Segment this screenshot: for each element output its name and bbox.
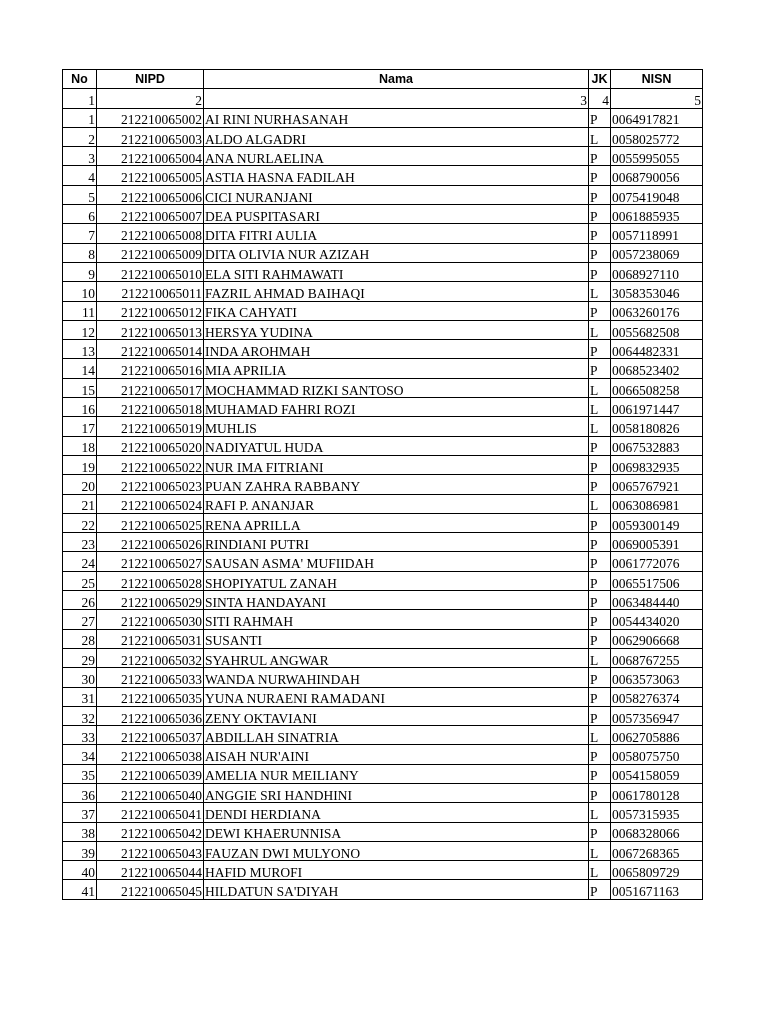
header-jk: JK bbox=[589, 70, 611, 89]
cell-no: 2 bbox=[63, 127, 97, 146]
table-row bbox=[63, 243, 703, 262]
cell-jk: P bbox=[589, 668, 611, 687]
cell-jk: P bbox=[589, 610, 611, 629]
cell-nisn: 0069005391 bbox=[611, 533, 703, 552]
table-row bbox=[63, 359, 703, 378]
cell-nama: CICI NURANJANI bbox=[204, 185, 589, 204]
cell-nipd: 212210065020 bbox=[97, 436, 204, 455]
cell-no: 4 bbox=[63, 166, 97, 185]
cell-nisn: 0068523402 bbox=[611, 359, 703, 378]
cell-nama: FAUZAN DWI MULYONO bbox=[204, 841, 589, 860]
table-row bbox=[63, 861, 703, 880]
cell-nama: ANA NURLAELINA bbox=[204, 147, 589, 166]
table-row bbox=[63, 726, 703, 745]
cell-nama: HILDATUN SA'DIYAH bbox=[204, 880, 589, 899]
cell-jk: P bbox=[589, 513, 611, 532]
cell-nipd: 212210065004 bbox=[97, 147, 204, 166]
table-header bbox=[63, 70, 703, 89]
cell-nipd: 212210065039 bbox=[97, 764, 204, 783]
cell-jk: P bbox=[589, 629, 611, 648]
index-nisn: 5 bbox=[611, 89, 703, 108]
cell-no: 35 bbox=[63, 764, 97, 783]
table-body bbox=[63, 89, 703, 899]
cell-no: 24 bbox=[63, 552, 97, 571]
cell-nisn: 0065517506 bbox=[611, 571, 703, 590]
cell-nipd: 212210065026 bbox=[97, 533, 204, 552]
cell-no: 13 bbox=[63, 340, 97, 359]
cell-jk: L bbox=[589, 127, 611, 146]
cell-nama: SAUSAN ASMA' MUFIIDAH bbox=[204, 552, 589, 571]
header-row bbox=[63, 70, 703, 89]
cell-nipd: 212210065003 bbox=[97, 127, 204, 146]
cell-nisn: 0058025772 bbox=[611, 127, 703, 146]
cell-no: 40 bbox=[63, 861, 97, 880]
cell-nama: RINDIANI PUTRI bbox=[204, 533, 589, 552]
cell-nipd: 212210065030 bbox=[97, 610, 204, 629]
table-row bbox=[63, 822, 703, 841]
cell-jk: P bbox=[589, 436, 611, 455]
cell-nama: FIKA CAHYATI bbox=[204, 301, 589, 320]
cell-jk: L bbox=[589, 320, 611, 339]
cell-no: 36 bbox=[63, 783, 97, 802]
table-row bbox=[63, 706, 703, 725]
table-row bbox=[63, 533, 703, 552]
cell-no: 30 bbox=[63, 668, 97, 687]
cell-jk: L bbox=[589, 726, 611, 745]
cell-nipd: 212210065037 bbox=[97, 726, 204, 745]
cell-nisn: 0058180826 bbox=[611, 417, 703, 436]
cell-no: 25 bbox=[63, 571, 97, 590]
cell-no: 7 bbox=[63, 224, 97, 243]
cell-nisn: 0054434020 bbox=[611, 610, 703, 629]
cell-no: 19 bbox=[63, 455, 97, 474]
cell-nipd: 212210065012 bbox=[97, 301, 204, 320]
table-row bbox=[63, 552, 703, 571]
cell-nipd: 212210065042 bbox=[97, 822, 204, 841]
cell-nama: HERSYA YUDINA bbox=[204, 320, 589, 339]
table-row bbox=[63, 494, 703, 513]
table-row bbox=[63, 668, 703, 687]
table-row bbox=[63, 610, 703, 629]
cell-nisn: 0068328066 bbox=[611, 822, 703, 841]
cell-nisn: 0057118991 bbox=[611, 224, 703, 243]
cell-jk: P bbox=[589, 706, 611, 725]
cell-nipd: 212210065019 bbox=[97, 417, 204, 436]
cell-no: 37 bbox=[63, 803, 97, 822]
cell-nipd: 212210065032 bbox=[97, 648, 204, 667]
cell-nisn: 0051671163 bbox=[611, 880, 703, 899]
cell-nisn: 3058353046 bbox=[611, 282, 703, 301]
cell-nisn: 0069832935 bbox=[611, 455, 703, 474]
cell-nipd: 212210065035 bbox=[97, 687, 204, 706]
cell-nama: ANGGIE SRI HANDHINI bbox=[204, 783, 589, 802]
cell-nama: AMELIA NUR MEILIANY bbox=[204, 764, 589, 783]
table-row bbox=[63, 591, 703, 610]
header-no: No bbox=[63, 70, 97, 89]
student-table bbox=[62, 69, 703, 900]
cell-jk: P bbox=[589, 243, 611, 262]
cell-nama: AI RINI NURHASANAH bbox=[204, 108, 589, 127]
cell-nama: DEWI KHAERUNNISA bbox=[204, 822, 589, 841]
cell-nipd: 212210065044 bbox=[97, 861, 204, 880]
cell-nisn: 0054158059 bbox=[611, 764, 703, 783]
table-row bbox=[63, 629, 703, 648]
cell-nisn: 0061971447 bbox=[611, 398, 703, 417]
cell-jk: L bbox=[589, 861, 611, 880]
cell-nisn: 0062705886 bbox=[611, 726, 703, 745]
cell-nisn: 0068790056 bbox=[611, 166, 703, 185]
cell-jk: L bbox=[589, 417, 611, 436]
table-row bbox=[63, 455, 703, 474]
cell-jk: L bbox=[589, 398, 611, 417]
cell-nama: WANDA NURWAHINDAH bbox=[204, 668, 589, 687]
cell-no: 32 bbox=[63, 706, 97, 725]
cell-jk: P bbox=[589, 185, 611, 204]
cell-jk: P bbox=[589, 591, 611, 610]
cell-no: 16 bbox=[63, 398, 97, 417]
cell-jk: P bbox=[589, 108, 611, 127]
cell-nipd: 212210065010 bbox=[97, 262, 204, 281]
cell-nipd: 212210065036 bbox=[97, 706, 204, 725]
table-row bbox=[63, 436, 703, 455]
cell-jk: L bbox=[589, 378, 611, 397]
cell-no: 6 bbox=[63, 205, 97, 224]
cell-nisn: 0064917821 bbox=[611, 108, 703, 127]
cell-no: 33 bbox=[63, 726, 97, 745]
cell-nama: INDA AROHMAH bbox=[204, 340, 589, 359]
table-row bbox=[63, 301, 703, 320]
cell-jk: P bbox=[589, 301, 611, 320]
cell-jk: P bbox=[589, 552, 611, 571]
cell-jk: P bbox=[589, 359, 611, 378]
cell-no: 3 bbox=[63, 147, 97, 166]
cell-nisn: 0057356947 bbox=[611, 706, 703, 725]
cell-nipd: 212210065041 bbox=[97, 803, 204, 822]
cell-nama: NADIYATUL HUDA bbox=[204, 436, 589, 455]
cell-jk: P bbox=[589, 533, 611, 552]
cell-no: 20 bbox=[63, 475, 97, 494]
cell-nama: ELA SITI RAHMAWATI bbox=[204, 262, 589, 281]
table-row bbox=[63, 185, 703, 204]
cell-nisn: 0055682508 bbox=[611, 320, 703, 339]
cell-nisn: 0058276374 bbox=[611, 687, 703, 706]
cell-nisn: 0063260176 bbox=[611, 301, 703, 320]
cell-nisn: 0068767255 bbox=[611, 648, 703, 667]
cell-no: 22 bbox=[63, 513, 97, 532]
cell-nipd: 212210065007 bbox=[97, 205, 204, 224]
cell-no: 10 bbox=[63, 282, 97, 301]
cell-nisn: 0067532883 bbox=[611, 436, 703, 455]
table-row bbox=[63, 648, 703, 667]
cell-nisn: 0065809729 bbox=[611, 861, 703, 880]
cell-nisn: 0067268365 bbox=[611, 841, 703, 860]
cell-nama: RENA APRILLA bbox=[204, 513, 589, 532]
column-index-row bbox=[63, 89, 703, 108]
cell-nisn: 0063484440 bbox=[611, 591, 703, 610]
cell-nisn: 0057238069 bbox=[611, 243, 703, 262]
table-row bbox=[63, 108, 703, 127]
cell-nipd: 212210065024 bbox=[97, 494, 204, 513]
cell-no: 18 bbox=[63, 436, 97, 455]
table-row bbox=[63, 880, 703, 899]
cell-nama: SYAHRUL ANGWAR bbox=[204, 648, 589, 667]
table-row bbox=[63, 803, 703, 822]
header-nisn: NISN bbox=[611, 70, 703, 89]
cell-jk: P bbox=[589, 880, 611, 899]
cell-nipd: 212210065027 bbox=[97, 552, 204, 571]
cell-nipd: 212210065016 bbox=[97, 359, 204, 378]
table-row bbox=[63, 378, 703, 397]
cell-nipd: 212210065043 bbox=[97, 841, 204, 860]
cell-jk: P bbox=[589, 687, 611, 706]
cell-nama: SINTA HANDAYANI bbox=[204, 591, 589, 610]
cell-nipd: 212210065014 bbox=[97, 340, 204, 359]
cell-no: 39 bbox=[63, 841, 97, 860]
table-row bbox=[63, 127, 703, 146]
table-row bbox=[63, 262, 703, 281]
table-row bbox=[63, 571, 703, 590]
table-row bbox=[63, 205, 703, 224]
index-no: 1 bbox=[63, 89, 97, 108]
cell-no: 27 bbox=[63, 610, 97, 629]
cell-nisn: 0061772076 bbox=[611, 552, 703, 571]
cell-nama: FAZRIL AHMAD BAIHAQI bbox=[204, 282, 589, 301]
cell-jk: L bbox=[589, 841, 611, 860]
cell-jk: L bbox=[589, 648, 611, 667]
cell-nisn: 0066508258 bbox=[611, 378, 703, 397]
cell-nama: MOCHAMMAD RIZKI SANTOSO bbox=[204, 378, 589, 397]
cell-nisn: 0068927110 bbox=[611, 262, 703, 281]
cell-no: 1 bbox=[63, 108, 97, 127]
table-row bbox=[63, 147, 703, 166]
cell-no: 21 bbox=[63, 494, 97, 513]
cell-jk: L bbox=[589, 282, 611, 301]
cell-nama: AISAH NUR'AINI bbox=[204, 745, 589, 764]
cell-jk: P bbox=[589, 455, 611, 474]
cell-no: 29 bbox=[63, 648, 97, 667]
cell-nipd: 212210065040 bbox=[97, 783, 204, 802]
cell-no: 23 bbox=[63, 533, 97, 552]
cell-no: 9 bbox=[63, 262, 97, 281]
cell-nama: DEA PUSPITASARI bbox=[204, 205, 589, 224]
cell-nisn: 0057315935 bbox=[611, 803, 703, 822]
table-row bbox=[63, 783, 703, 802]
header-nipd: NIPD bbox=[97, 70, 204, 89]
index-nipd: 2 bbox=[97, 89, 204, 108]
cell-no: 15 bbox=[63, 378, 97, 397]
cell-jk: P bbox=[589, 764, 611, 783]
table-row bbox=[63, 841, 703, 860]
cell-jk: P bbox=[589, 205, 611, 224]
cell-nama: HAFID MUROFI bbox=[204, 861, 589, 880]
cell-nama: ASTIA HASNA FADILAH bbox=[204, 166, 589, 185]
cell-jk: P bbox=[589, 475, 611, 494]
cell-nipd: 212210065008 bbox=[97, 224, 204, 243]
cell-no: 28 bbox=[63, 629, 97, 648]
table-row bbox=[63, 320, 703, 339]
cell-jk: L bbox=[589, 803, 611, 822]
cell-jk: P bbox=[589, 340, 611, 359]
cell-nisn: 0064482331 bbox=[611, 340, 703, 359]
table-row bbox=[63, 513, 703, 532]
cell-jk: P bbox=[589, 262, 611, 281]
table-row bbox=[63, 282, 703, 301]
cell-nipd: 212210065045 bbox=[97, 880, 204, 899]
cell-nama: DITA FITRI AULIA bbox=[204, 224, 589, 243]
cell-jk: L bbox=[589, 494, 611, 513]
cell-nama: MUHLIS bbox=[204, 417, 589, 436]
cell-nama: SUSANTI bbox=[204, 629, 589, 648]
cell-nisn: 0059300149 bbox=[611, 513, 703, 532]
cell-jk: P bbox=[589, 571, 611, 590]
cell-nisn: 0065767921 bbox=[611, 475, 703, 494]
cell-nipd: 212210065038 bbox=[97, 745, 204, 764]
cell-nama: PUAN ZAHRA RABBANY bbox=[204, 475, 589, 494]
cell-jk: P bbox=[589, 822, 611, 841]
cell-nipd: 212210065017 bbox=[97, 378, 204, 397]
cell-no: 12 bbox=[63, 320, 97, 339]
cell-nama: RAFI P. ANANJAR bbox=[204, 494, 589, 513]
cell-no: 41 bbox=[63, 880, 97, 899]
cell-nisn: 0058075750 bbox=[611, 745, 703, 764]
cell-no: 8 bbox=[63, 243, 97, 262]
cell-jk: P bbox=[589, 147, 611, 166]
cell-nama: YUNA NURAENI RAMADANI bbox=[204, 687, 589, 706]
cell-no: 11 bbox=[63, 301, 97, 320]
cell-jk: P bbox=[589, 166, 611, 185]
cell-nisn: 0063573063 bbox=[611, 668, 703, 687]
table-row bbox=[63, 475, 703, 494]
cell-nipd: 212210065018 bbox=[97, 398, 204, 417]
cell-nipd: 212210065029 bbox=[97, 591, 204, 610]
cell-nama: ABDILLAH SINATRIA bbox=[204, 726, 589, 745]
cell-nipd: 212210065011 bbox=[97, 282, 204, 301]
table-row bbox=[63, 340, 703, 359]
cell-nipd: 212210065033 bbox=[97, 668, 204, 687]
index-nama: 3 bbox=[204, 89, 589, 108]
cell-no: 38 bbox=[63, 822, 97, 841]
cell-no: 17 bbox=[63, 417, 97, 436]
table-row bbox=[63, 687, 703, 706]
cell-nisn: 0061780128 bbox=[611, 783, 703, 802]
cell-no: 31 bbox=[63, 687, 97, 706]
cell-nama: DENDI HERDIANA bbox=[204, 803, 589, 822]
index-jk: 4 bbox=[589, 89, 611, 108]
cell-nisn: 0063086981 bbox=[611, 494, 703, 513]
cell-nama: ZENY OKTAVIANI bbox=[204, 706, 589, 725]
cell-nipd: 212210065028 bbox=[97, 571, 204, 590]
table-row bbox=[63, 398, 703, 417]
cell-nisn: 0062906668 bbox=[611, 629, 703, 648]
cell-no: 5 bbox=[63, 185, 97, 204]
cell-nipd: 212210065022 bbox=[97, 455, 204, 474]
table-row bbox=[63, 417, 703, 436]
table-row bbox=[63, 224, 703, 243]
cell-no: 14 bbox=[63, 359, 97, 378]
cell-nama: SHOPIYATUL ZANAH bbox=[204, 571, 589, 590]
cell-nama: MUHAMAD FAHRI ROZI bbox=[204, 398, 589, 417]
cell-jk: P bbox=[589, 224, 611, 243]
cell-nisn: 0075419048 bbox=[611, 185, 703, 204]
cell-no: 26 bbox=[63, 591, 97, 610]
cell-nipd: 212210065023 bbox=[97, 475, 204, 494]
cell-nisn: 0061885935 bbox=[611, 205, 703, 224]
cell-nama: DITA OLIVIA NUR AZIZAH bbox=[204, 243, 589, 262]
cell-no: 34 bbox=[63, 745, 97, 764]
cell-nipd: 212210065002 bbox=[97, 108, 204, 127]
cell-nipd: 212210065005 bbox=[97, 166, 204, 185]
cell-nama: ALDO ALGADRI bbox=[204, 127, 589, 146]
cell-nipd: 212210065013 bbox=[97, 320, 204, 339]
cell-nipd: 212210065025 bbox=[97, 513, 204, 532]
cell-nama: NUR IMA FITRIANI bbox=[204, 455, 589, 474]
cell-jk: P bbox=[589, 745, 611, 764]
cell-nipd: 212210065006 bbox=[97, 185, 204, 204]
cell-jk: P bbox=[589, 783, 611, 802]
table-row bbox=[63, 745, 703, 764]
table-row bbox=[63, 166, 703, 185]
cell-nisn: 0055995055 bbox=[611, 147, 703, 166]
cell-nama: MIA APRILIA bbox=[204, 359, 589, 378]
table-row bbox=[63, 764, 703, 783]
cell-nipd: 212210065031 bbox=[97, 629, 204, 648]
cell-nama: SITI RAHMAH bbox=[204, 610, 589, 629]
cell-nipd: 212210065009 bbox=[97, 243, 204, 262]
header-nama: Nama bbox=[204, 70, 589, 89]
